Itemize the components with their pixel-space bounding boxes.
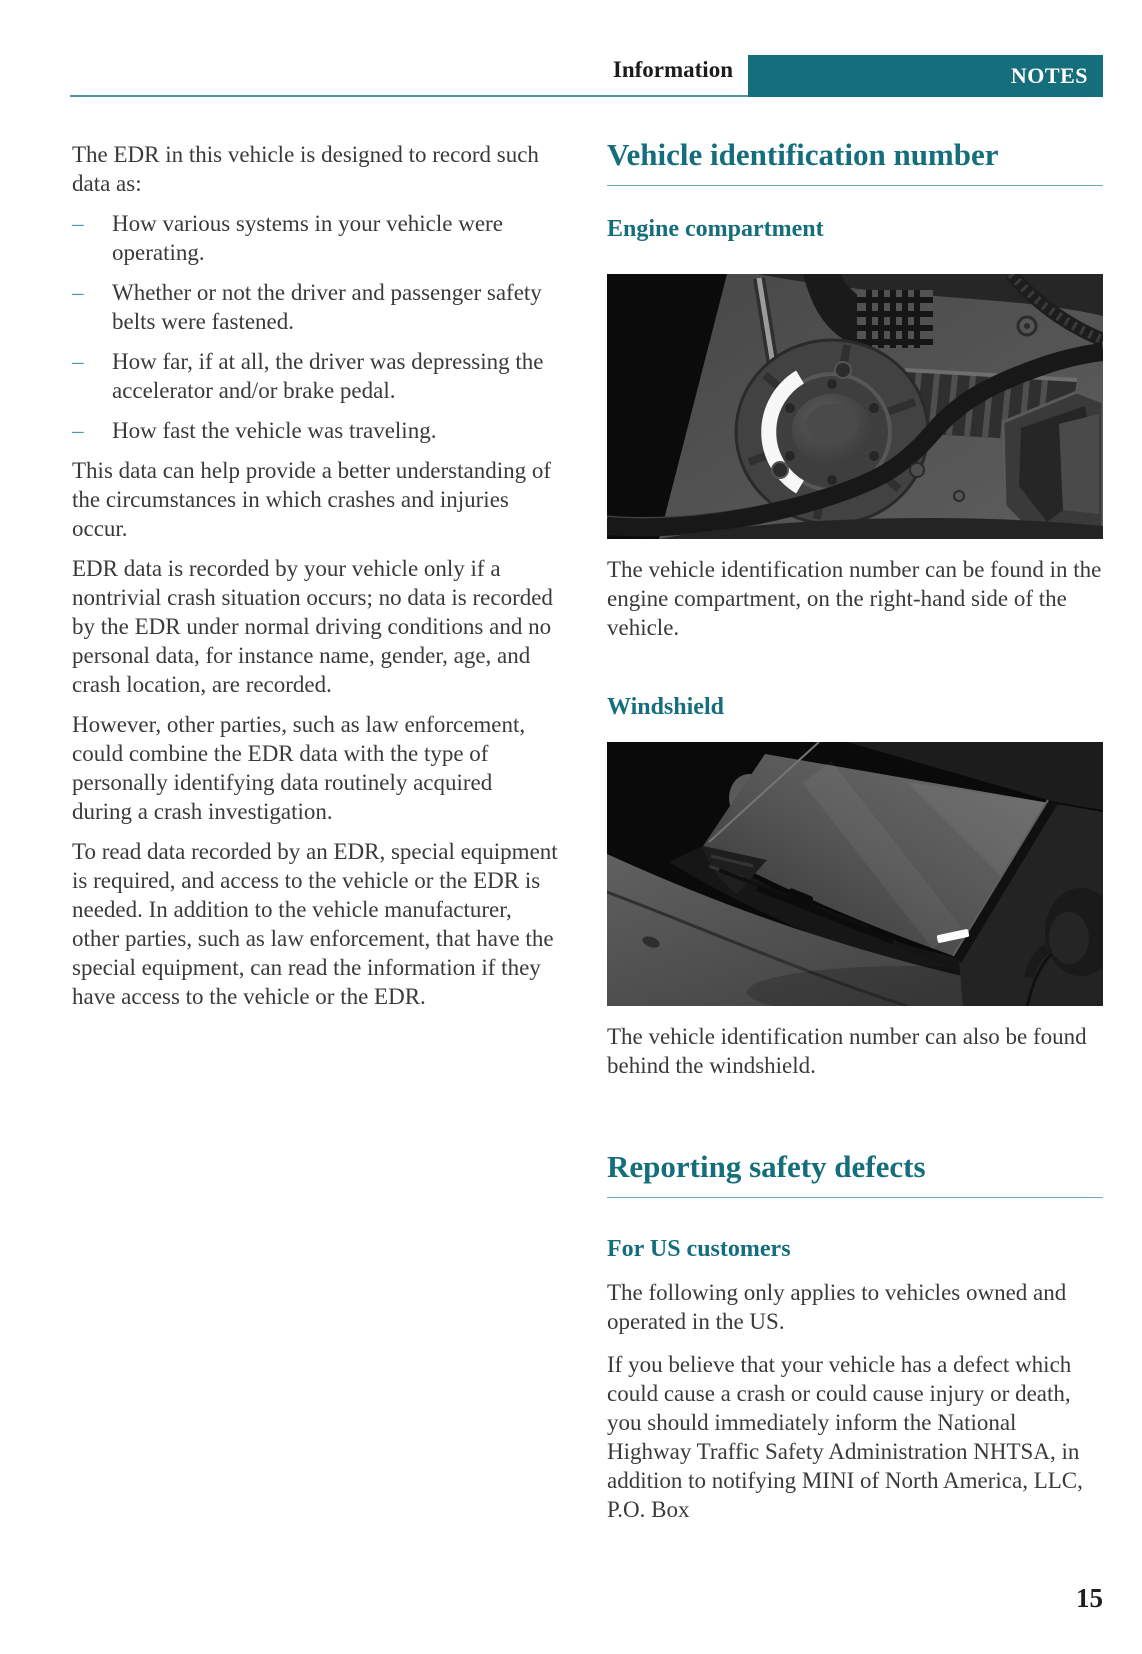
bullet-item [72,278,558,336]
subheading-windshield: Windshield [607,694,724,720]
bullet-dash-icon: – [72,418,84,443]
left-column [72,140,558,1022]
engine-image-caption: The vehicle identification number can be found in the engine compartment, on the right-hand side of the vehicle. [607,557,1102,640]
section-title-vin: Vehicle identification number [607,138,1103,186]
intro-paragraph: The EDR in this vehicle is designed to record such data as: [72,142,539,196]
bullet-dash-icon: – [72,280,84,305]
notes-banner [748,55,1103,97]
engine-compartment-image [607,274,1103,539]
windshield-image-caption: The vehicle identification number can also be found behind the windshield. [607,1024,1087,1078]
body-paragraph: EDR data is recorded by your vehicle only if a nontrivial crash situation occurs; no data is recorded by the EDR under normal driving conditions and no personal data, for instance name, gender, age, and crash location, are recorded. [72,556,553,697]
notes-banner-label: NOTES [1010,63,1088,88]
bullet-text: How various systems in your vehicle were operating. [112,211,503,265]
bullet-item [72,347,558,405]
bullet-dash-icon: – [72,211,84,236]
bullet-dash-icon: – [72,349,84,374]
section-title-reporting: Reporting safety defects [607,1150,1103,1198]
subheading-for-us-customers: For US customers [607,1236,791,1262]
bullet-text: How far, if at all, the driver was depressing the accelerator and/or brake pedal. [112,349,544,403]
windshield-image [607,742,1103,1006]
body-paragraph: However, other parties, such as law enforcement, could combine the EDR data with the type of personally identifying data routinely acquired during a crash investigation. [72,712,526,824]
subheading-engine-compartment: Engine compartment [607,216,824,242]
body-paragraph: If you believe that your vehicle has a defect which could cause a crash or could cause injury or death, you should immediately inform the National Highway Traffic Safety Administration NHTSA, in addition to notifying MINI of North America, LLC, P.O. Box [607,1352,1083,1522]
body-paragraph: The following only applies to vehicles owned and operated in the US. [607,1280,1067,1334]
bullet-text: Whether or not the driver and passenger safety belts were fastened. [112,280,542,334]
right-column [607,138,1103,1524]
body-paragraph: To read data recorded by an EDR, special equipment is required, and access to the vehicle or the EDR is needed. In addition to the vehicle manufacturer, other parties, such as law enforcement, that have the special equipment, can read the information if they have access to the vehicle or the EDR. [72,839,558,1009]
bullet-item [72,416,558,445]
bullet-text: How fast the vehicle was traveling. [112,418,437,443]
header-section-title: Information [612,57,733,82]
body-paragraph: This data can help provide a better understanding of the circumstances in which crashes and injuries occur. [72,458,552,541]
bullet-item [72,209,558,267]
page-number: 15 [1076,1583,1103,1613]
